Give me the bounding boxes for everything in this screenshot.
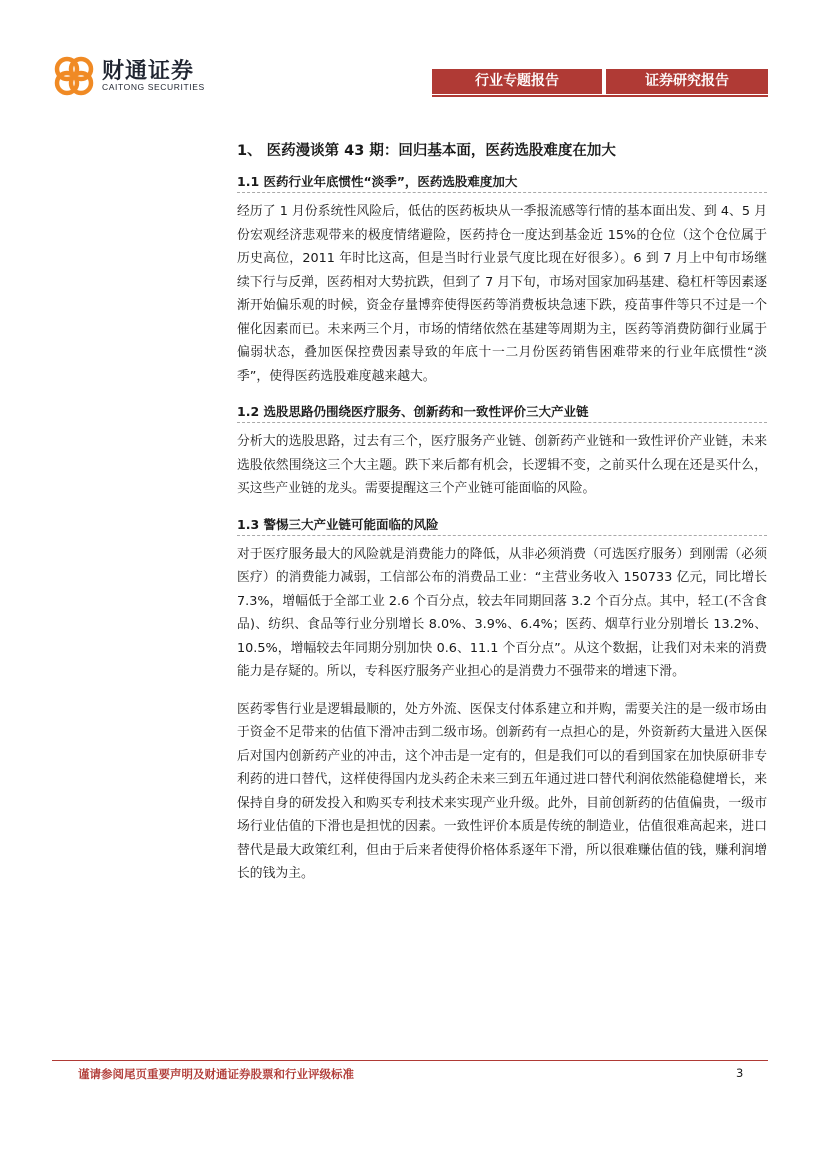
paragraph: 医药零售行业是逻辑最顺的，处方外流、医保支付体系建立和并购，需要关注的是一级市场由于资金不足带来的估值下滑冲击到二级市场。创新药有一点担心的是，外资新药大量进入医保后对国内创新药产业的冲击，这个冲击是一定有的，但是我们可以的看到国家在加快原研非专利药的进口替代，这样使得国内龙头药企未来三到五年通过进口替代利润依然能稳健增长，来保持自身的研发投入和购买专利技术来实现产业升级。此外，目前创新药的估值偏贵，一级市场行业估值的下滑也是担忧的因素。一致性评价本质是传统的制造业，估值很难高起来，进口替代是最大政策红利，但由于后来者使得价格体系逐年下滑，所以很难赚估值的钱，赚利润增长的钱为主。 xyxy=(237,701,767,881)
footer-disclaimer: 谨请参阅尾页重要声明及财通证券股票和行业评级标准 xyxy=(78,1067,354,1081)
paragraph: 经历了 1 月份系统性风险后，低估的医药板块从一季报流感等行情的基本面出发、到 4、5 月份宏观经济悲观带来的极度情绪避险，医药持仓一度达到基金近 15%的仓位（这个仓位属于历史高位，2011 年时比这高，但是当时行业景气度比现在好很多）。6 到 7 月上中旬市场继续下行与反弹，医药相对大势抗跌，但到了 7 月下旬，市场对国家加码基建、稳杠杆等因素逐渐开始偏乐观的时候，资金存量博弈使得医药等消费板块急速下跌，疫苗事件等只不过是一个催化因素而已。未来两三个月，市场的情绪依然在基建等周期为主，医药等消费防御行业属于偏弱状态，叠加医保控费因素导致的年底十一二月份医药销售困难带来的行业年底惯性“淡季”，使得医药选股难度越来越大。 xyxy=(237,204,767,384)
company-logo xyxy=(52,52,227,100)
subsection-title-text: 1.2 选股思路仍围绕医疗服务、创新药和一致性评价三大产业链 xyxy=(237,404,589,419)
header-rule xyxy=(432,95,768,97)
report-type-bar xyxy=(432,69,768,94)
paragraph: 分析大的选股思路，过去有三个，医疗服务产业链、创新药产业链和一致性评价产业链，未来选股依然围绕这三个大主题。跌下来后都有机会，长逻辑不变，之前买什么现在还是买什么，买这些产业链的龙头。需要提醒这三个产业链可能面临的风险。 xyxy=(237,434,767,496)
dashed-divider xyxy=(237,422,767,423)
subsection-title-text: 1.3 警惕三大产业链可能面临的风险 xyxy=(237,516,439,532)
report-type-research: 证券研究报告 xyxy=(645,73,729,89)
subsection-title-1-1 xyxy=(237,172,767,192)
subsection-title-1-3 xyxy=(237,515,767,535)
footer-rule xyxy=(52,1060,768,1061)
logo-name-cn: 财通证券 xyxy=(102,59,195,84)
section-title: 1、 医药漫谈第 43 期：回归基本面，医药选股难度在加大 xyxy=(237,143,616,159)
logo-name-en: CAITONG SECURITIES xyxy=(102,82,205,92)
report-type-industry: 行业专题报告 xyxy=(475,73,559,89)
dashed-divider xyxy=(237,535,767,536)
subsection-title-1-2 xyxy=(237,402,767,422)
report-body xyxy=(237,139,767,900)
paragraph: 对于医疗服务最大的风险就是消费能力的降低，从非必须消费（可选医疗服务）到刚需（必须医疗）的消费能力减弱，工信部公布的消费品工业：“主营业务收入 150733 亿元，同比增长 7.3%，增幅低于全部工业 2.6 个百分点，较去年同期回落 3.2 个百分点。其中，轻工(不含食品)、纺织、食品等行业分别增长 8.0%、3.9%、6.4%；医药、烟草行业分别增长 13.2%、10.5%，增幅较去年同期分别加快 0.6、11.1 个百分点”。从这个数据，让我们对未来的消费能力是存疑的。所以，专科医疗服务产业担心的是消费力不强带来的增速下滑。 xyxy=(237,546,767,679)
subsection-title-text: 1.1 医药行业年底惯性“淡季”，医药选股难度加大 xyxy=(237,174,518,189)
dashed-divider xyxy=(237,192,767,193)
page-number: 3 xyxy=(736,1066,744,1080)
caitong-logo-icon xyxy=(52,54,96,98)
